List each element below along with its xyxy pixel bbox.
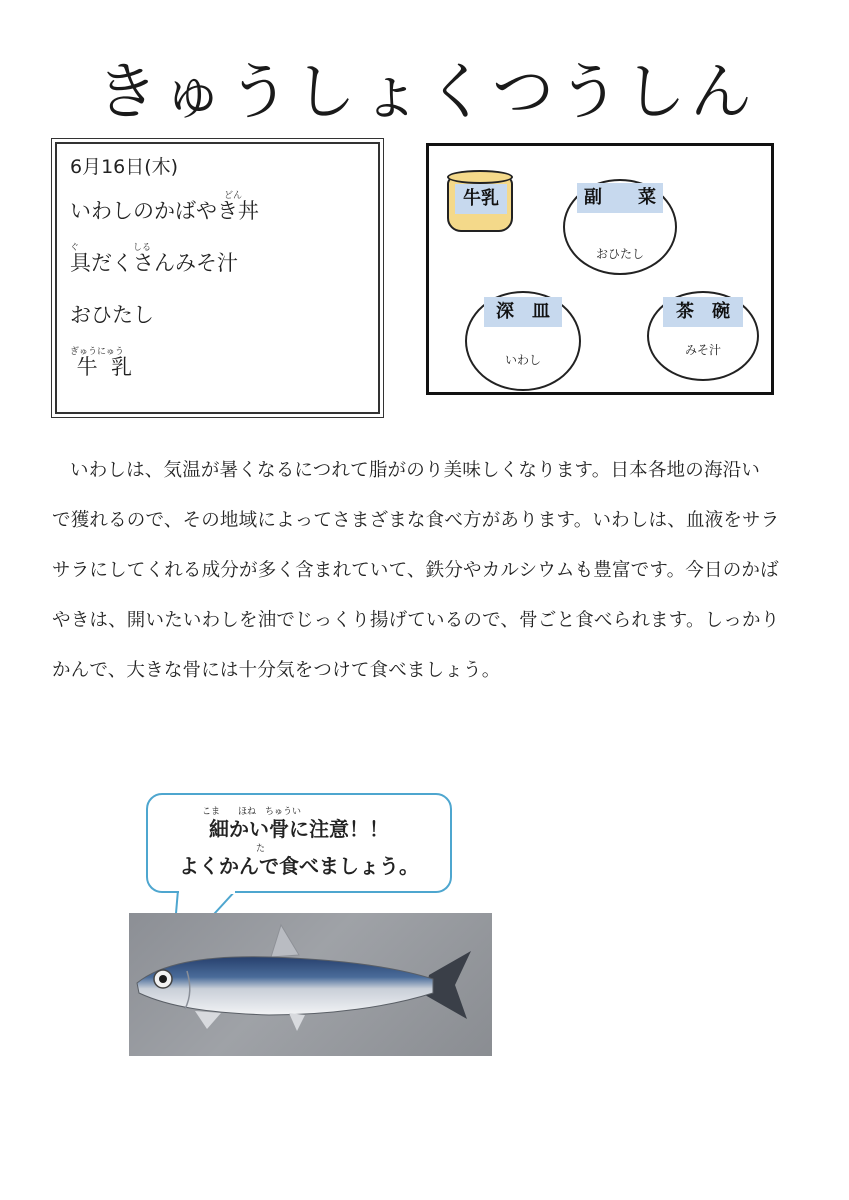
menu-date: 6月16日(木) [70,156,179,178]
dish-label-fukazara: 深 皿 [484,297,562,327]
menu-item-milk [70,341,378,393]
dish-food-label: みそ汁 [684,343,721,357]
milk-label: 牛乳 [455,184,507,214]
sardine-photo [129,913,492,1056]
paragraph-line: かんで、大きな骨には十分気をつけて食べましょう。 [52,660,501,681]
bubble-line-1 [148,807,450,848]
tray-diagram [426,143,774,395]
menu-item-label: おひたし [70,303,154,327]
dish-label-fukusai: 副 菜 [577,183,663,213]
bubble-text: よくかんで食べましょう。 [179,854,419,878]
speech-bubble [146,793,452,893]
bubble-line-2 [148,844,450,885]
dish-label-chawan: 茶 碗 [663,297,743,327]
menu-item-misoshiru [70,237,378,289]
page-title: きゅうしょくつうしん [96,55,757,128]
bubble-ruby: こま ほね ちゅうい [202,807,302,817]
paragraph-line: やきは、開いたいわしを油でじっくり揚げているので、骨ごと食べられます。しっかり [52,610,780,631]
menu-item-ohitashi [70,289,378,341]
menu-item-ruby: ぐ しる [70,243,152,253]
menu-item-kabayaki-don [70,185,378,237]
paragraph-line: で獲れるので、その地域によってさまざまな食べ方があります。いわしは、血液をサラ [52,510,780,531]
paragraph-line: サラにしてくれる成分が多く含まれていて、鉄分やカルシウムも豊富です。今日のかば [52,560,779,581]
menu-item-label: いわしのかばやき丼 [70,199,259,223]
dish-food-label: いわし [504,353,541,367]
sardine-fish-icon [129,913,492,1056]
menu-box [51,138,384,418]
menu-item-label: 具だくさんみそ汁 [70,251,238,275]
bubble-text: 細かい骨に注意！！ [209,817,389,841]
menu-item-label: 牛 乳 [70,355,133,379]
paragraph-line: いわしは、気温が暑くなるにつれて脂がのり美味しくなります。日本各地の海沿い [70,460,761,481]
menu-item-ruby: どん [224,191,243,201]
menu-inner-frame [55,142,380,414]
bubble-tail-cover [146,888,246,896]
article-paragraph [52,446,804,696]
menu-item-ruby: ぎゅうにゅう [70,347,124,357]
bubble-ruby: た [256,844,266,854]
dish-food-label: おひたし [595,247,644,261]
